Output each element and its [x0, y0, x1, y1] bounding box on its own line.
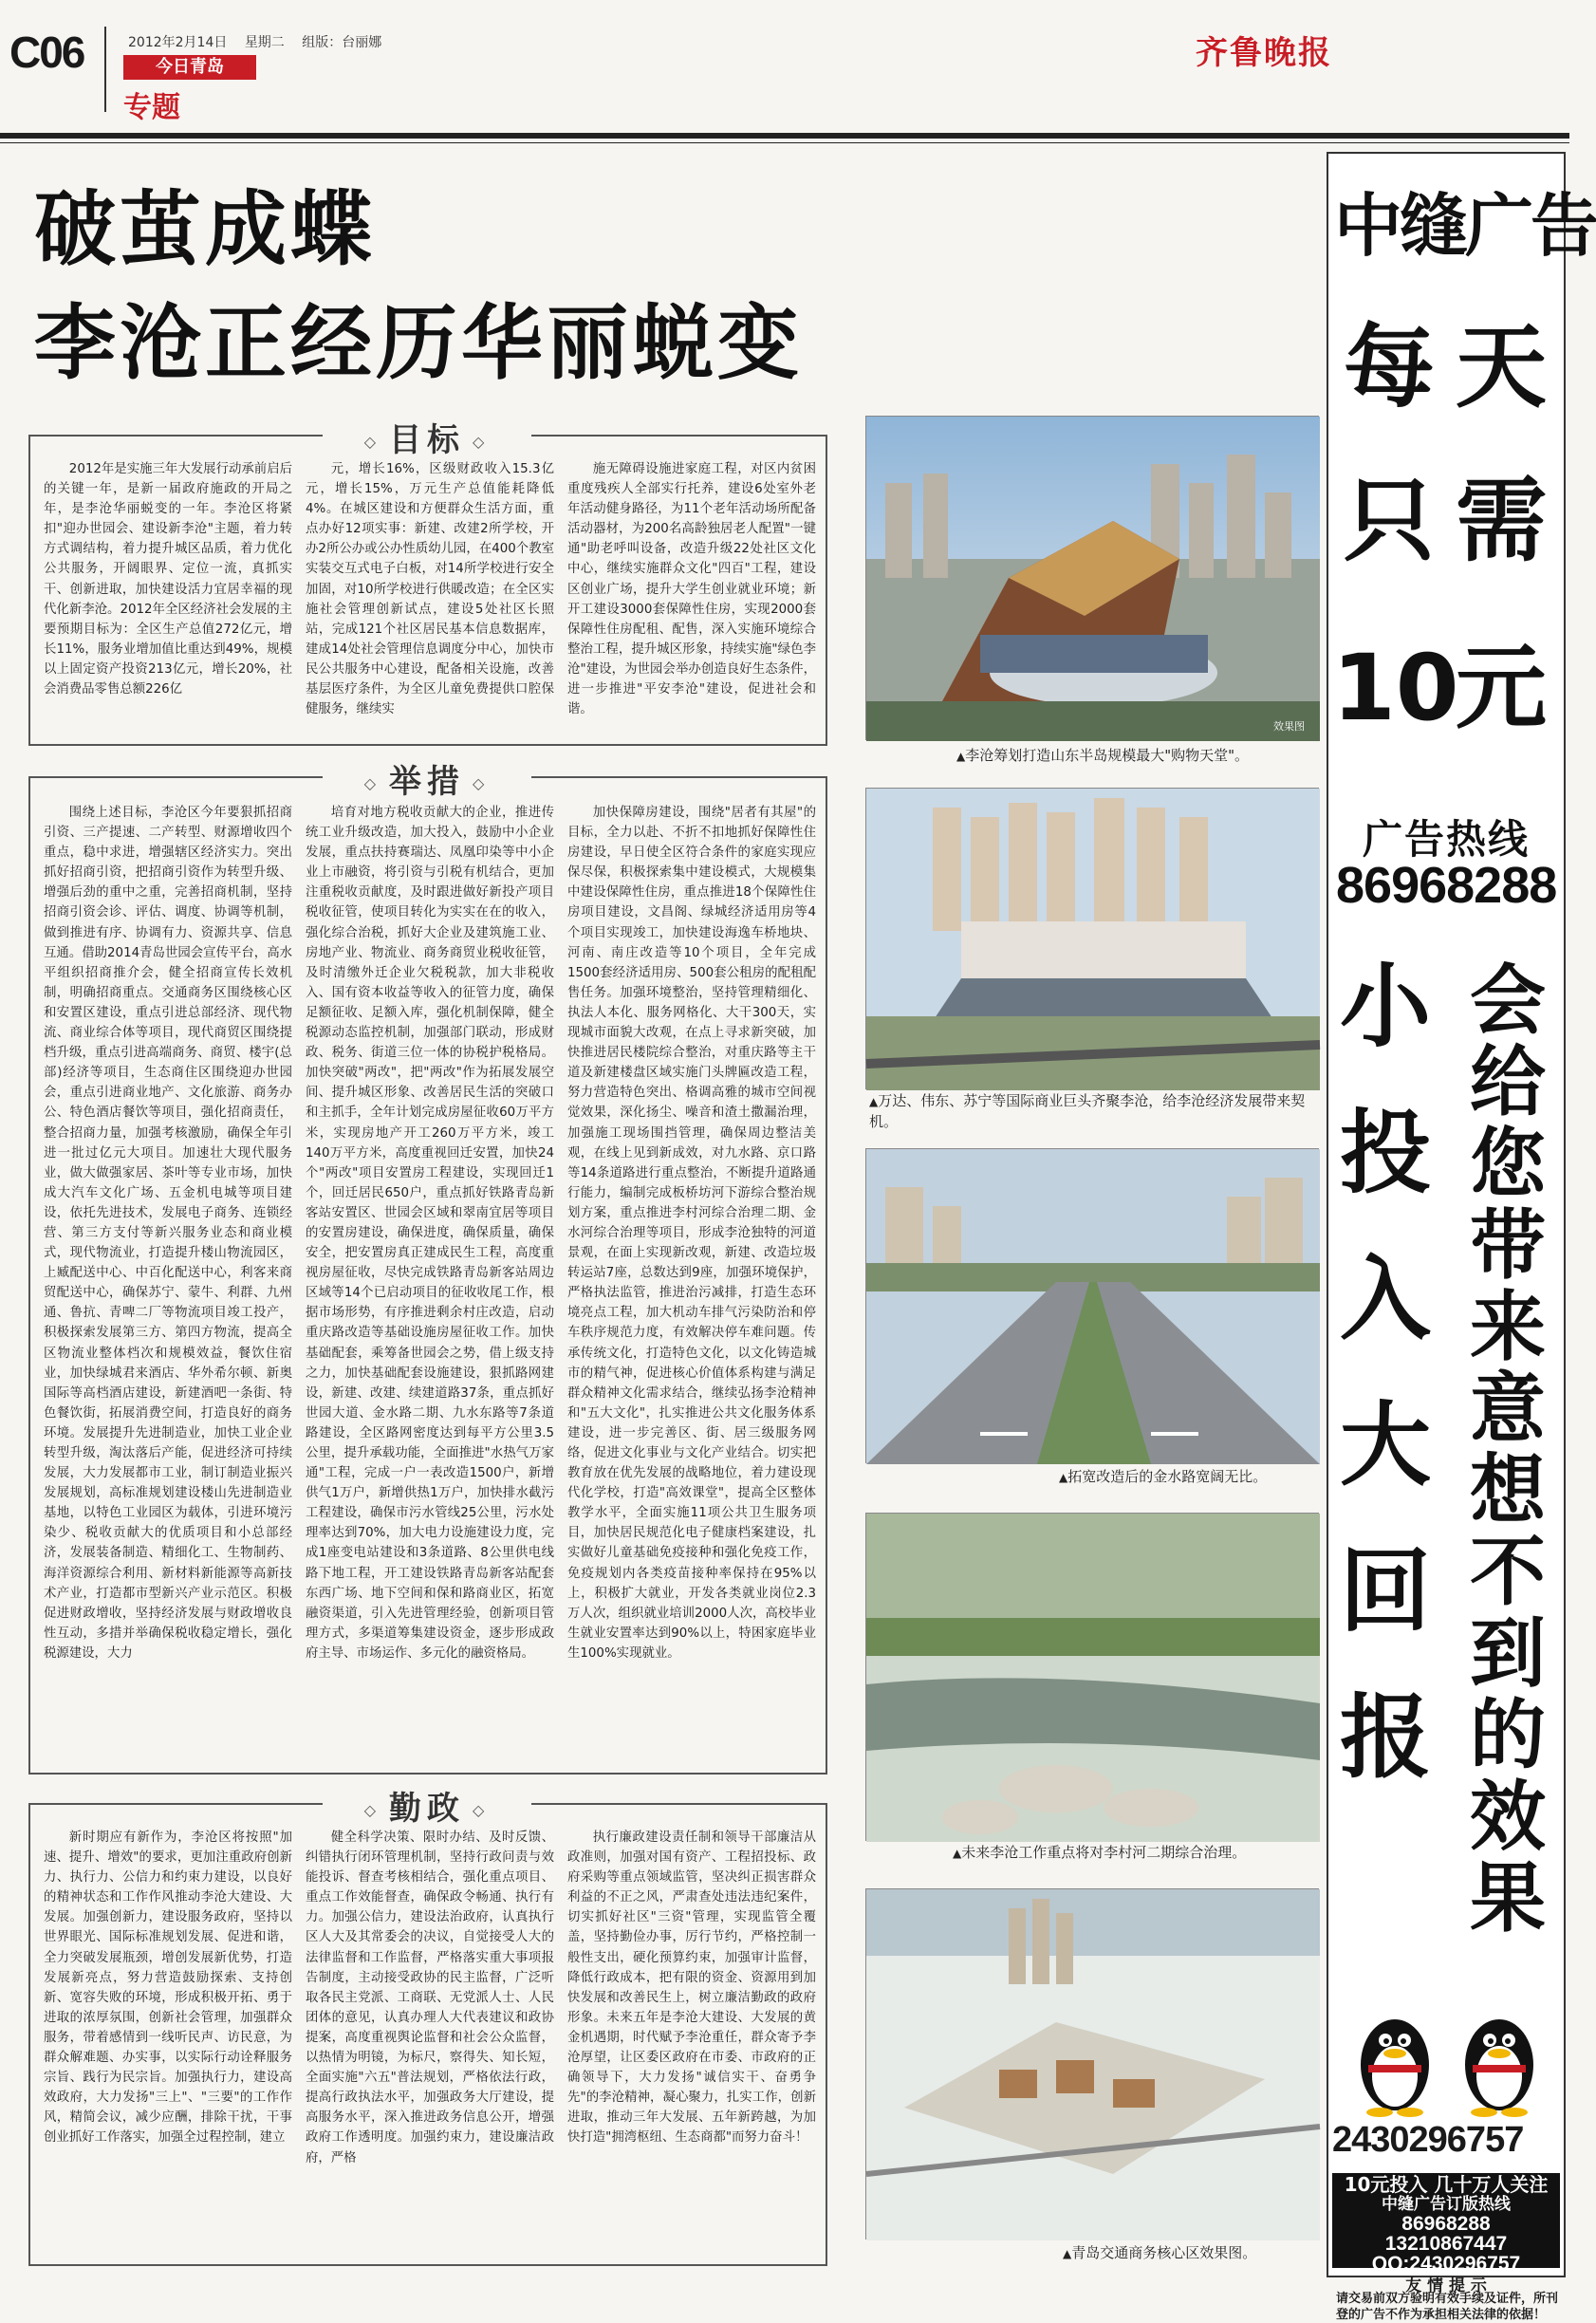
- photo-tag: 效果图: [1273, 720, 1305, 733]
- photo-caption-2: ▲ 万达、伟东、苏宁等国际商业巨头齐聚李沧，给李沧经济发展带来契机。: [869, 1091, 1315, 1132]
- headline-line-1: 破茧成蝶: [34, 182, 376, 277]
- ad-hotline-label: 广告热线: [1363, 816, 1531, 863]
- page-editor: 组版：台丽娜: [302, 35, 382, 50]
- ad-char: 需: [1456, 468, 1547, 574]
- ad-slogan-char: 小: [1340, 954, 1431, 1060]
- governance-column-2: 健全科学决策、限时办结、及时反馈、纠错执行闭环管理机制，坚持行政问责与效能投诉、督查考核相结合，强化重点项目、重点工作效能督查，确保政令畅通、执行有力。加强公信力，建设法治政府，认真执行区人大及其常委会的决议，自觉接受人大的法律监督和工作监督，严格落实重大事项报告制度，主动接受政协的民主监督，广泛听取各民主党派、工商联、无党派人士、人民团体的意见，认真办理人大代表建议和政协提案，高度重视舆论监督和社会公众监督，以热情为明镜，为标尺，察得失、知长短，全面实施"六五"普法规划，严格依法行政，提高行政执法水平，加强政务大厅建设，提高服务水平，深入推进政务信息公开，增强政府工作透明度。加强约束力，建设廉洁政府，严格: [306, 1831, 554, 2165]
- ad-slogan-char: 的: [1470, 1691, 1546, 1779]
- qq-penguin-icon: [1347, 2006, 1547, 2118]
- ad-slogan-char: 想: [1470, 1446, 1546, 1534]
- ad-box-line-1: 10元投入 几十万人关注: [1344, 2173, 1549, 2196]
- ad-slogan-char: 入: [1340, 1246, 1431, 1352]
- ad-char: 元: [1456, 635, 1547, 741]
- header-rule: [0, 133, 1569, 139]
- ad-slogan-char: 给: [1470, 1038, 1546, 1126]
- notice-text: 请交易前双方验明有效手续及证件，所刊登的广告不作为承担相关法律的依据！: [1336, 2292, 1559, 2322]
- ad-char: 每: [1344, 314, 1435, 420]
- ad-title: 中缝广告: [1334, 186, 1596, 266]
- ad-slogan-char: 意: [1470, 1365, 1546, 1453]
- page-number: C06: [9, 28, 84, 77]
- photo-transport-hub: [865, 1888, 1319, 2239]
- headline-line-2: 李沧正经历华丽蜕变: [34, 296, 803, 391]
- section-tag: 今日青岛: [123, 55, 256, 80]
- goals-label: ◇ 目标 ◇: [323, 414, 531, 460]
- photo-commercial-complex: [865, 788, 1319, 1089]
- ad-slogan-char: 果: [1470, 1854, 1546, 1942]
- column-label: 专题: [123, 91, 180, 124]
- ad-qq-number: 2430296757: [1332, 2120, 1524, 2160]
- ad-slogan-char: 不: [1470, 1528, 1546, 1616]
- goals-column-3: 施无障碍设施进家庭工程，对区内贫困重度残疾人全部实行托养，建设6处室外老年活动健身路径，为11个老年活动场所配备活动器材，为200名高龄独居老人配置"一键通"助老呼叫设备，改造升级22处社区文化中心，继续实施群众文化"四百"工程，建设区创业广场，提升大学生创业就业环境；新开工建设3000套保障性住房，实现2000套保障性住房配租、配售，深入实施环境综合整治工程，提升城区形象，持续实施"绿色李沧"建设，为世园会举办创造良好生态条件，进一步推进"平安李沧"建设，促进社会和谐。: [567, 462, 816, 717]
- photo-caption-5: ▲ 青岛交通商务核心区效果图。: [1063, 2243, 1319, 2264]
- measures-column-3: 加快保障房建设，围绕"居者有其屋"的目标，全力以赴、不折不扣地抓好保障性住房建设，早日使全区符合条件的家庭实现应保尽保，积极探索集中建设模式，大规模集中建设保障性住房，重点推进18个保障性住房项目建设，文昌阁、绿城经济适用房等4个项目实现竣工，加快建设海逸车桥地块、河南、南庄改造等10个项目，全年完成1500套经济适用房、500套公租房的配租配售任务。加强环境整治，坚持管理精细化、执法人本化、服务网格化、大干300天，实现城市面貌大改观，在点上寻求新突破，加快推进居民楼院综合整治，对重庆路等主干道及新建楼盘区域实施门头牌匾改造工程，努力营造特色突出、格调高雅的城市空间视觉效果，深化扬尘、噪音和渣土撒漏治理，加强施工现场围挡管理，确保周边整洁美观，在线上见到新成效，对九水路、京口路等14条道路进行重点整治，不断提升道路通行能力，编制完成板桥坊河下游综合整治规划方案，重点推进李村河综合治理二期、金水河综合治理等项目，形成李沧独特的河道景观，在面上实现新改观，新建、改造垃圾转运站7座，总数达到9座，加强环境保护，严格执法监管，推进治污减排，打造生态环境亮点工程，加大机动车排气污染防治和停车秩序规范力度，有效解决停车难问题。传承传统文化，打造特色文化，以文化铸造城市的精气神，促进核心价值体系构建与满足群众精神文化需求结合，继续弘扬李沧精神和"五大文化"，扎实推进公共文化服务体系建设，进一步完善区、街、居三级服务网络，促进文化事业与文化产业结合。切实把教育放在优先发展的战略地位，着力建设现代化学校，打造"高效课堂"，提高全区整体教学水平，全面实施11项公共卫生服务项目，加快居民规范化电子健康档案建设，扎实做好儿童基础免疫接种和强化免疫工作，免疫规划内各类疫苗接种率保持在95%以上，积极扩大就业，开发各类就业岗位2.3万人次，组织就业培训2000人次，高校毕业生就业安置率达到90%以上，特困家庭毕业生100%实现就业。: [567, 806, 816, 1661]
- measures-column-1: 围绕上述目标，李沧区今年要狠抓招商引资、三产提速、二产转型、财源增收四个重点，稳中求进，增强辖区经济实力。突出抓好招商引资，把招商引资作为转型升级、增强后劲的重中之重，完善招商机制，坚持招商引资会诊、评估、调度、协调等机制，做到推进有序、协调有力、资源共享、信息互通。借助2014青岛世园会宣传平台，高水平组织招商推介会，健全招商宣传长效机制，明确招商重点。交通商务区围绕核心区和安置区建设，重点引进总部经济、现代物流、商业综合体等项目，现代商贸区围绕提档升级，重点引进高端商务、商贸、楼宇(总部)经济等项目，生态商住区围绕迎办世园会，重点引进商业地产、文化旅游、商务办公、特色酒店餐饮等项目，强化招商责任，整合招商力量，加强考核激励，确保全年引进一批过亿元大项目。加速壮大现代服务业，做大做强家居、茶叶等专业市场，加快成大汽车文化广场、五金机电城等项目建设，依托先进技术，发展电子商务、连锁经营、第三方支付等新兴服务业态和商业模式，现代物流业，打造提升楼山物流园区，上臧配送中心、中百化配送中心，利客来商贸配送中心，确保苏宁、蒙牛、利群、九州通、鲁抗、青啤二厂等物流项目竣工投产，积极探索发展第三方、第四方物流，提高全区物流业整体档次和规模效益，餐饮住宿业，加快绿城君来酒店、华外希尔顿、新奥国际等高档酒店建设，新建酒吧一条街、特色餐饮街，拓展消费空间，打造良好的商务环境。发展提升先进制造业，加快工业企业转型升级，淘汰落后产能，促进经济可持续发展，大力发展都市工业，制订制造业振兴发展规划，高标准规划建设楼山先进制造业基地，以特色工业园区为载体，引进环境污染少、税收贡献大的优质项目和小总部经济，发展装备制造、精细化工、生物制药、海洋资源综合利用、新材料新能源等高新技术产业，打造都市型新兴产业示范区。积极促进财政增收，坚持经济发展与财政增收良性互动，多措并举确保税收稳定增长，强化税源建设，大力: [44, 806, 292, 1661]
- notice-title: 友 情 提 示: [1405, 2277, 1487, 2295]
- ad-slogan-char: 报: [1340, 1684, 1431, 1791]
- header-meta: [128, 32, 395, 51]
- ad-box-phone-1: 86968288: [1401, 2213, 1491, 2235]
- ad-slogan-char: 带: [1470, 1201, 1546, 1290]
- photo-licun-river: [865, 1513, 1319, 1841]
- photo-caption-3: ▲ 拓宽改造后的金水路宽阔无比。: [1059, 1467, 1325, 1488]
- goals-column-2: 元，增长16%，区级财政收入15.3亿元，增长15%，万元生产总值能耗降低4%。在城区建设和方便群众生活方面，重点办好12项实事：新建、改建2所学校，开办2所公办或公办性质幼儿园，在400个教室实装交互式电子白板，对14所学校进行安全加固，对10所学校进行供暖改造；在全区实施社会管理创新试点，建设5处社区长照站，完成121个社区居民基本信息数据库，建成14处社会管理信息调度分中心，加快市民公共服务中心建设，配备相关设施，改善基层医疗条件，为全区儿童免费提供口腔保健服务，继续实: [306, 462, 554, 717]
- issue-weekday: 星期二: [244, 35, 285, 50]
- newspaper-logo: 齐鲁晚报: [1196, 34, 1332, 72]
- measures-column-2: 培育对地方税收贡献大的企业，推进传统工业升级改造，加大投入，鼓励中小企业发展，重点扶持赛瑞达、凤凰印染等中小企业上市融资，将引资与引税有机结合，更加注重税收贡献度，及时跟进做好新投产项目税收征管，使项目转化为实实在在的收入，强化综合治税，抓好大企业及建筑施工业、房地产业、物流业、商务商贸业税收征管，及时清缴外迁企业欠税税款，加大非税收入、国有资本收益等收入的征管力度，确保足额征收、足额入库，强化机制保障，健全税源动态监控机制，加强部门联动，形成财政、税务、街道三位一体的协税护税格局。加快突破"两改"，把"两改"作为拓展发展空间、提升城区形象、改善居民生活的突破口和主抓手，全年计划完成房屋征收60万平方米，实现房地产开工260万平方米，竣工140万平方米，高度重视回迁安置，加快24个"两改"项目安置房工程建设，实现回迁1个，回迁居民650户，重点抓好铁路青岛新客站安置区、世园会区域和翠南宜居等项目的安置房建设，确保进度，确保质量，确保安全，把安置房真正建成民生工程，高度重视房屋征收，尽快完成铁路青岛新客站周边区域等14个已启动项目的征收收尾工作，根据市场形势，有序推进剩余村庄改造，启动重庆路改造等基础设施房屋征收工作。加快基础配套，乘筹备世园会之势，借上级支持之力，加快基础配套设施建设，狠抓路网建设，新建、改建、续建道路37条，重点抓好世园大道、金水路二期、九水东路等7条道路建设，全区路网密度达到每平方公里3.5公里，提升承载功能，全面推进"水热气万家通"工程，完成一户一表改造1500户，新增供气1万户，新增供热1万户，加快排水截污工程建设，确保市污水管线25公里，污水处理率达到70%，加大电力设施建设力度，完成1座变电站建设和3条道路、8公里供电线路下地工程，开工建设铁路青岛新客站配套东西广场、地下空间和保和路商业区，拓宽融资渠道，引入先进管理经验，创新项目管理方式，多渠道筹集建设资金，逐步形成政府主导、市场运作、多元化的融资格局。: [306, 806, 554, 1661]
- ad-hotline: 86968288: [1336, 857, 1557, 914]
- goals-column-1: 2012年是实施三年大发展行动承前启后的关键一年，是新一届政府施政的开局之年，是李沧华丽蜕变的一年。李沧区将紧扣"迎办世园会、建设新李沧"主题，着力转方式调结构，着力提升城区品质，着力优化公共服务，开阔眼界、定位一流，真抓实干、创新进取，加快建设活力宜居幸福的现代化新李沧。2012年全区经济社会发展的主要预期目标为：全区生产总值272亿元，增长11%，服务业增加值比重达到49%，规模以上固定资产投资213亿元，增长20%，社会消费品零售总额226亿: [44, 462, 292, 697]
- governance-column-1: 新时期应有新作为，李沧区将按照"加速、提升、增效"的要求，更加注重政府创新力、执行力、公信力和约束力建设，以良好的精神状态和工作作风推动李沧大建设、大发展。加强创新力，建设服务政府，坚持以世界眼光、国际标准规划发展、促进和谐，全力突破发展瓶颈，增创发展新优势，打造发展新亮点，努力营造鼓励探索、支持创新、宽容失败的环境，形成积极开拓、勇于进取的浓厚氛围，创新社会管理，加强群众服务，带着感情到一线听民声、访民意，为群众解难题、办实事，以实际行动诠释服务宗旨、践行为民宗旨。加强执行力，建设高效政府，大力发扬"三上"、"三要"的工作作风，精简会议，减少应酬，排除干扰，干事创业抓好工作落实，加强全过程控制，建立: [44, 1831, 292, 2146]
- ad-slogan-char: 您: [1470, 1120, 1546, 1208]
- ad-slogan-char: 效: [1470, 1773, 1546, 1861]
- measures-label: ◇ 举措 ◇: [323, 755, 531, 802]
- ad-slogan-char: 回: [1340, 1538, 1431, 1645]
- governance-column-3: 执行廉政建设责任制和领导干部廉洁从政准则，加强对国有资产、工程招投标、政府采购等重点领域监管，坚决纠正损害群众利益的不正之风，严肃查处违法违纪案件，切实抓好社区"三资"管理，实现监管全覆盖，坚持勤俭办事，厉行节约，严格控制一般性支出，硬化预算约束，加强审计监督，降低行政成本，把有限的资金、资源用到加快发展和改善民生上，树立廉洁勤政的政府形象。未来五年是李沧大建设、大发展的黄金机遇期，时代赋予李沧重任，群众寄予李沧厚望，让区委区政府在市委、市政府的正确领导下，大力发扬"诚信实干、奋勇争先"的李沧精神，凝心聚力，扎实工作，创新进取，推动三年大发展、五年新跨越，为加快打造"拥湾枢纽、生态商都"而努力奋斗！: [567, 1831, 816, 2146]
- photo-caption-1: ▲ 李沧筹划打造山东半岛规模最大"购物天堂"。: [956, 746, 1327, 767]
- ad-box-phone-2: 13210867447: [1384, 2233, 1508, 2255]
- photo-jinshui-road: [865, 1148, 1319, 1463]
- ad-contact-box: [1332, 2173, 1560, 2275]
- ad-box-qq: QQ:2430296757: [1371, 2253, 1521, 2275]
- governance-label: ◇ 勤政 ◇: [323, 1782, 531, 1829]
- photo-shopping-mall: [865, 416, 1319, 740]
- header-divider: [104, 27, 106, 112]
- ad-char: 天: [1456, 314, 1547, 420]
- ad-slogan-char: 来: [1470, 1283, 1546, 1371]
- ad-slogan-char: 会: [1470, 957, 1546, 1045]
- ad-slogan-char: 投: [1340, 1100, 1431, 1206]
- ad-box-line-2: 中缝广告订版热线: [1382, 2195, 1511, 2214]
- ad-price: 10: [1332, 635, 1459, 741]
- photo-caption-4: ▲ 未来李沧工作重点将对李村河二期综合治理。: [953, 1843, 1323, 1864]
- ad-slogan-char: 大: [1340, 1392, 1431, 1498]
- classified-ad: [1327, 152, 1596, 2322]
- ad-char: 只: [1344, 468, 1435, 574]
- issue-date: 2012年2月14日: [128, 35, 228, 50]
- header-rule-thin: [0, 142, 1569, 143]
- ad-slogan-char: 到: [1470, 1609, 1546, 1698]
